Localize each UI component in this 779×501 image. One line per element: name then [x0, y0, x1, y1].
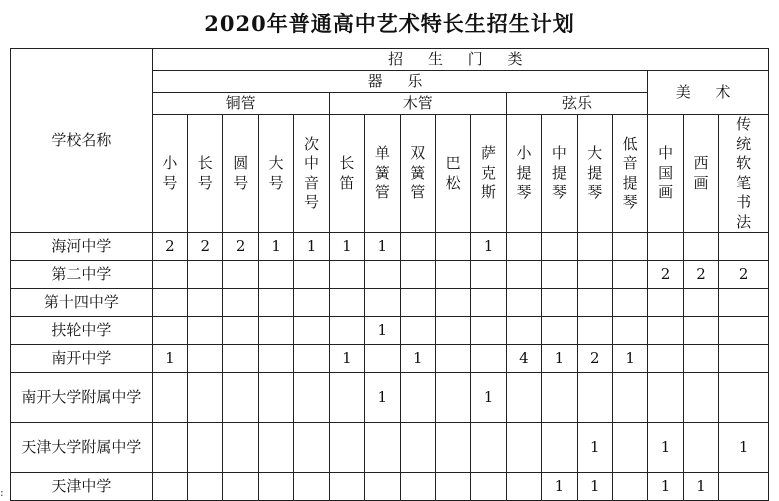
quota-cell — [435, 233, 470, 261]
quota-cell: 1 — [329, 345, 364, 373]
column-header-label: 双簧管 — [410, 144, 426, 202]
quota-cell — [612, 373, 647, 423]
quota-cell: 1 — [648, 423, 683, 473]
quota-cell — [648, 345, 683, 373]
quota-cell — [471, 317, 506, 345]
quota-cell — [400, 289, 435, 317]
table-row — [11, 473, 769, 501]
quota-cell — [506, 261, 541, 289]
quota-cell — [258, 261, 293, 289]
quota-cell — [612, 233, 647, 261]
quota-cell: 2 — [683, 261, 718, 289]
column-header-label: 小号 — [162, 154, 178, 192]
table-row — [11, 373, 769, 423]
quota-cell — [612, 423, 647, 473]
quota-cell — [365, 261, 400, 289]
school-name: 第十四中学 — [11, 289, 153, 317]
quota-cell — [683, 233, 718, 261]
column-header — [400, 115, 435, 233]
quota-cell: 2 — [188, 233, 223, 261]
school-name: 天津中学 — [11, 473, 153, 501]
table-row — [11, 233, 769, 261]
quota-cell — [506, 473, 541, 501]
quota-cell — [435, 261, 470, 289]
quota-cell: 1 — [400, 345, 435, 373]
quota-cell — [188, 473, 223, 501]
quota-cell — [223, 423, 258, 473]
column-header-label: 长号 — [197, 154, 213, 192]
quota-cell — [471, 473, 506, 501]
enrollment-table — [10, 48, 769, 501]
quota-cell — [612, 317, 647, 345]
column-header — [294, 115, 329, 233]
quota-cell: 1 — [612, 345, 647, 373]
quota-cell — [435, 345, 470, 373]
quota-cell: 1 — [542, 345, 577, 373]
column-header-label: 西画 — [693, 154, 709, 192]
quota-cell: 1 — [365, 317, 400, 345]
quota-cell — [471, 289, 506, 317]
quota-cell — [400, 423, 435, 473]
quota-cell: 2 — [152, 233, 187, 261]
quota-cell — [365, 423, 400, 473]
school-name: 海河中学 — [11, 233, 153, 261]
column-header — [683, 115, 718, 233]
quota-cell — [258, 473, 293, 501]
column-header-label: 长笛 — [339, 154, 355, 192]
quota-cell — [612, 473, 647, 501]
column-header — [719, 115, 769, 233]
category-header: 招 生 门 类 — [152, 49, 768, 71]
quota-cell — [577, 233, 612, 261]
column-header-label: 中提琴 — [551, 144, 567, 202]
quota-cell — [188, 289, 223, 317]
quota-cell — [577, 317, 612, 345]
column-header — [258, 115, 293, 233]
quota-cell — [223, 261, 258, 289]
quota-cell — [435, 317, 470, 345]
quota-cell — [400, 473, 435, 501]
school-name: 天津大学附属中学 — [11, 423, 153, 473]
quota-cell: 1 — [648, 473, 683, 501]
column-header — [435, 115, 470, 233]
quota-cell: 1 — [152, 345, 187, 373]
column-header-label: 巴松 — [445, 154, 461, 192]
quota-cell — [435, 373, 470, 423]
quota-cell: 2 — [648, 261, 683, 289]
quota-cell — [612, 261, 647, 289]
quota-cell: 1 — [577, 473, 612, 501]
quota-cell — [683, 317, 718, 345]
quota-cell — [294, 261, 329, 289]
quota-cell — [152, 423, 187, 473]
quota-cell — [365, 473, 400, 501]
column-header — [648, 115, 683, 233]
column-header — [577, 115, 612, 233]
quota-cell — [542, 423, 577, 473]
quota-cell — [188, 423, 223, 473]
quota-cell — [506, 289, 541, 317]
quota-cell — [258, 317, 293, 345]
column-header-label: 低音提琴 — [622, 134, 638, 211]
quota-cell — [471, 345, 506, 373]
quota-cell — [435, 289, 470, 317]
quota-cell: 1 — [471, 233, 506, 261]
quota-cell — [329, 373, 364, 423]
quota-cell — [435, 473, 470, 501]
quota-cell — [258, 373, 293, 423]
school-name: 南开中学 — [11, 345, 153, 373]
quota-cell — [152, 373, 187, 423]
column-header-label: 小提琴 — [516, 144, 532, 202]
table-row — [11, 423, 769, 473]
quota-cell — [719, 317, 769, 345]
quota-cell — [471, 261, 506, 289]
quota-cell: 1 — [329, 233, 364, 261]
quota-cell — [188, 261, 223, 289]
column-header — [223, 115, 258, 233]
quota-cell — [294, 423, 329, 473]
column-header-label: 次中音号 — [304, 134, 320, 211]
quota-cell: 4 — [506, 345, 541, 373]
quota-cell — [542, 233, 577, 261]
column-header — [329, 115, 364, 233]
quota-cell — [223, 317, 258, 345]
column-header-label: 萨克斯 — [481, 144, 497, 202]
quota-cell — [365, 345, 400, 373]
quota-cell — [294, 289, 329, 317]
quota-cell — [435, 423, 470, 473]
quota-cell — [577, 261, 612, 289]
quota-cell — [294, 345, 329, 373]
school-name: 南开大学附属中学 — [11, 373, 153, 423]
quota-cell: 2 — [223, 233, 258, 261]
quota-cell — [506, 373, 541, 423]
column-header-label: 大提琴 — [587, 144, 603, 202]
quota-cell — [188, 373, 223, 423]
quota-cell — [719, 289, 769, 317]
quota-cell: 1 — [365, 373, 400, 423]
column-header-label: 大号 — [268, 154, 284, 192]
quota-cell — [542, 289, 577, 317]
quota-cell — [400, 261, 435, 289]
quota-cell — [258, 289, 293, 317]
quota-cell — [683, 289, 718, 317]
column-header — [365, 115, 400, 233]
quota-cell — [471, 423, 506, 473]
quota-cell — [683, 373, 718, 423]
woodwind-header: 木管 — [329, 93, 506, 115]
quota-cell — [400, 233, 435, 261]
quota-cell — [400, 373, 435, 423]
column-header — [506, 115, 541, 233]
school-name: 第二中学 — [11, 261, 153, 289]
quota-cell: 1 — [683, 473, 718, 501]
quota-cell: 1 — [365, 233, 400, 261]
school-name: 扶轮中学 — [11, 317, 153, 345]
quota-cell — [223, 473, 258, 501]
quota-cell — [542, 373, 577, 423]
table-row — [11, 317, 769, 345]
column-header — [471, 115, 506, 233]
column-header — [612, 115, 647, 233]
quota-cell — [294, 373, 329, 423]
quota-cell — [152, 261, 187, 289]
column-header-label: 圆号 — [233, 154, 249, 192]
quota-cell — [506, 423, 541, 473]
quota-cell — [648, 373, 683, 423]
column-header — [188, 115, 223, 233]
page-title: 2020年普通高中艺术特长生招生计划 — [204, 11, 575, 36]
column-header — [542, 115, 577, 233]
quota-cell — [400, 317, 435, 345]
brass-header: 铜管 — [152, 93, 329, 115]
quota-cell — [719, 473, 769, 501]
quota-cell — [542, 261, 577, 289]
footer-mark: : — [0, 486, 4, 499]
quota-cell — [719, 345, 769, 373]
quota-cell: 2 — [577, 345, 612, 373]
quota-cell — [506, 317, 541, 345]
quota-cell — [719, 373, 769, 423]
quota-cell — [683, 345, 718, 373]
quota-cell — [506, 233, 541, 261]
quota-cell — [258, 423, 293, 473]
quota-cell — [719, 233, 769, 261]
quota-cell — [188, 317, 223, 345]
school-header: 学校名称 — [11, 49, 153, 233]
quota-cell — [329, 423, 364, 473]
quota-cell: 2 — [719, 261, 769, 289]
table-row — [11, 345, 769, 373]
quota-cell — [648, 317, 683, 345]
table-row — [11, 261, 769, 289]
quota-cell — [683, 423, 718, 473]
column-header — [152, 115, 187, 233]
column-header-label: 中国画 — [658, 144, 674, 202]
quota-cell — [223, 345, 258, 373]
quota-cell: 1 — [294, 233, 329, 261]
quota-cell — [648, 289, 683, 317]
quota-cell — [542, 317, 577, 345]
quota-cell — [294, 317, 329, 345]
art-header: 美 术 — [648, 71, 769, 115]
quota-cell: 1 — [719, 423, 769, 473]
quota-cell — [152, 473, 187, 501]
quota-cell — [365, 289, 400, 317]
quota-cell — [577, 289, 612, 317]
strings-header: 弦乐 — [506, 93, 648, 115]
quota-cell — [329, 317, 364, 345]
quota-cell — [577, 373, 612, 423]
quota-cell — [329, 261, 364, 289]
quota-cell — [612, 289, 647, 317]
quota-cell — [152, 317, 187, 345]
table-row — [11, 289, 769, 317]
quota-cell — [329, 289, 364, 317]
quota-cell — [329, 473, 364, 501]
quota-cell: 1 — [258, 233, 293, 261]
quota-cell — [152, 289, 187, 317]
instrumental-header: 器 乐 — [152, 71, 648, 93]
quota-cell — [223, 289, 258, 317]
quota-cell — [223, 373, 258, 423]
quota-cell — [294, 473, 329, 501]
quota-cell: 1 — [577, 423, 612, 473]
column-header-label: 传统软笔书法 — [736, 115, 752, 231]
quota-cell — [188, 345, 223, 373]
quota-cell — [648, 233, 683, 261]
column-header-label: 单簧管 — [374, 144, 390, 202]
quota-cell: 1 — [471, 373, 506, 423]
quota-cell — [258, 345, 293, 373]
quota-cell: 1 — [542, 473, 577, 501]
